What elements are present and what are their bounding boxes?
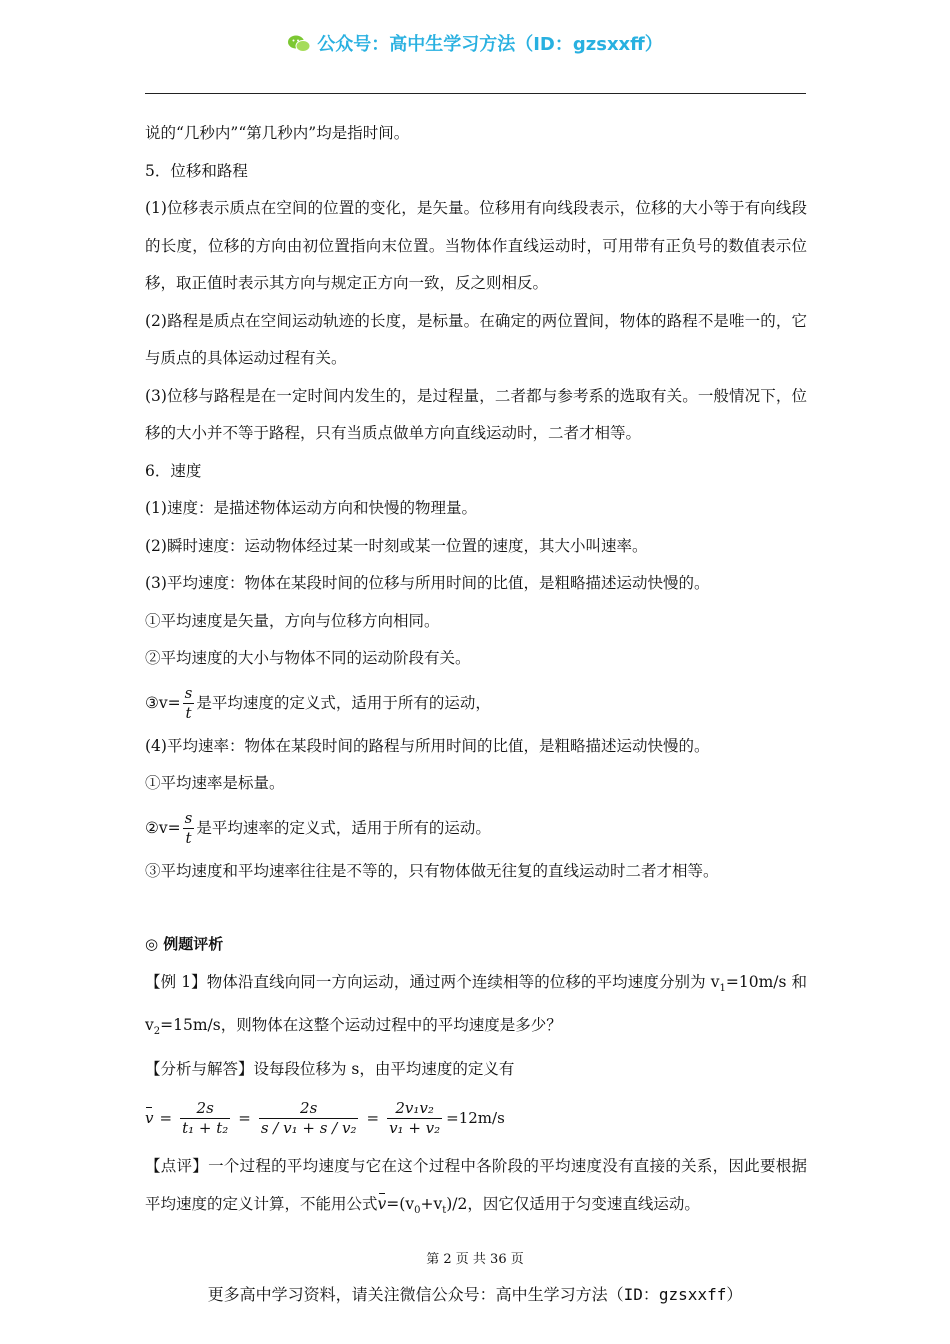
- paragraph: ①平均速度是矢量，方向与位移方向相同。: [145, 611, 440, 630]
- paragraph: 说的“几秒内”“第几秒内”均是指时间。: [145, 124, 410, 142]
- paragraph: ①平均速率是标量。: [145, 774, 285, 792]
- document-body: [145, 115, 807, 1229]
- v-bar-symbol: v: [145, 1109, 154, 1128]
- fraction-denominator: t: [185, 829, 192, 847]
- paragraph-formula: [145, 678, 807, 728]
- average-velocity-equation: v = $\frac{2s}{\text{t₁ + t₂}}$ = $\frac{2s}{\text{s / v₁ + s / v₂}}$ = $\frac{\text{2v₁v₂}}{\text{v₁ + v₂}}$ =12m/s: [145, 1098, 505, 1137]
- fraction-denominator: t: [185, 704, 192, 722]
- fraction: $\frac{2s}{\text{t₁ + t₂}}$: [182, 1098, 229, 1137]
- fraction: $\frac{2s}{\text{s / v₁ + s / v₂}}$: [260, 1098, 357, 1137]
- example-1: 【例 1】物体沿直线向同一方向运动，通过两个连续相等的位移的平均速度分别为 $v_1=10m/s$ 和 $v_2=15m/s$，则物体在这整个运动过程中的平均速度是多少？: [145, 972, 807, 1038]
- section-title-displacement: 5．位移和路程: [145, 161, 248, 180]
- page-header: [0, 30, 950, 59]
- fraction: $\frac{\text{2v₁v₂}}{\text{v₁ + v₂}}$: [389, 1098, 441, 1137]
- paragraph: (1)速度：是描述物体运动方向和快慢的物理量。: [145, 499, 477, 517]
- equation-result: =12m/s: [446, 1109, 505, 1128]
- formula-text: 是平均速率的定义式，适用于所有的运动。: [196, 818, 491, 837]
- fraction-numerator: s: [184, 684, 193, 702]
- paragraph: (4)平均速率：物体在某段时间的路程与所用时间的比值，是粗略描述运动快慢的。: [145, 736, 710, 755]
- formula-prefix: ③v=: [145, 693, 181, 712]
- paragraph: (2)路程是质点在空间运动轨迹的长度，是标量。在确定的两位置间，物体的路程不是唯一的，它与质点的具体运动过程有关。: [145, 311, 807, 367]
- wechat-icon: [287, 34, 311, 59]
- formula-text: 是平均速度的定义式，适用于所有的运动，: [196, 693, 491, 712]
- section-heading-examples: ◎ 例题评析: [145, 935, 224, 953]
- fraction-numerator: s: [184, 809, 193, 827]
- paragraph-formula: [145, 803, 807, 853]
- fraction-s-over-t: [183, 686, 195, 721]
- header-divider: [145, 93, 806, 94]
- paragraph: (2)瞬时速度：运动物体经过某一时刻或某一位置的速度，其大小叫速率。: [145, 536, 648, 555]
- fraction-s-over-t: [183, 811, 195, 846]
- page-number: 第 2 页 共 36 页: [426, 1252, 524, 1267]
- paragraph: (3)平均速度：物体在某段时间的位移与所用时间的比值，是粗略描述运动快慢的。: [145, 574, 710, 592]
- paragraph: ②平均速度的大小与物体不同的运动阶段有关。: [145, 649, 471, 667]
- paragraph: (3)位移与路程是在一定时间内发生的，是过程量，二者都与参考系的选取有关。一般情况下，位移的大小并不等于路程，只有当质点做单方向直线运动时，二者才相等。: [145, 386, 807, 442]
- comment: 【点评】一个过程的平均速度与它在这个过程中各阶段的平均速度没有直接的关系，因此要根据平均速度的定义计算，不能用公式$v=(v_0+v_t)/2$，因它仅适用于匀变速直线运动。: [145, 1157, 807, 1216]
- header-text: 公众号：高中生学习方法（ID：gzsxxff）: [317, 34, 663, 55]
- paragraph: ③平均速度和平均速率往往是不等的，只有物体做无往复的直线运动时二者才相等。: [145, 861, 719, 880]
- paragraph: (1)位移表示质点在空间的位置的变化，是矢量。位移用有向线段表示，位移的大小等于有向线段的长度，位移的方向由初位置指向末位置。当物体作直线运动时，可用带有正负号的数值表示位移，取正值时表示其方向与规定正方向一致，反之则相反。: [145, 199, 807, 292]
- formula-prefix: ②v=: [145, 818, 181, 837]
- analysis-answer: 【分析与解答】设每段位移为 s，由平均速度的定义有: [145, 1059, 515, 1078]
- footer-note: 更多高中学习资料，请关注微信公众号：高中生学习方法（ID：gzsxxff）: [207, 1285, 743, 1304]
- section-title-velocity: 6．速度: [145, 461, 202, 480]
